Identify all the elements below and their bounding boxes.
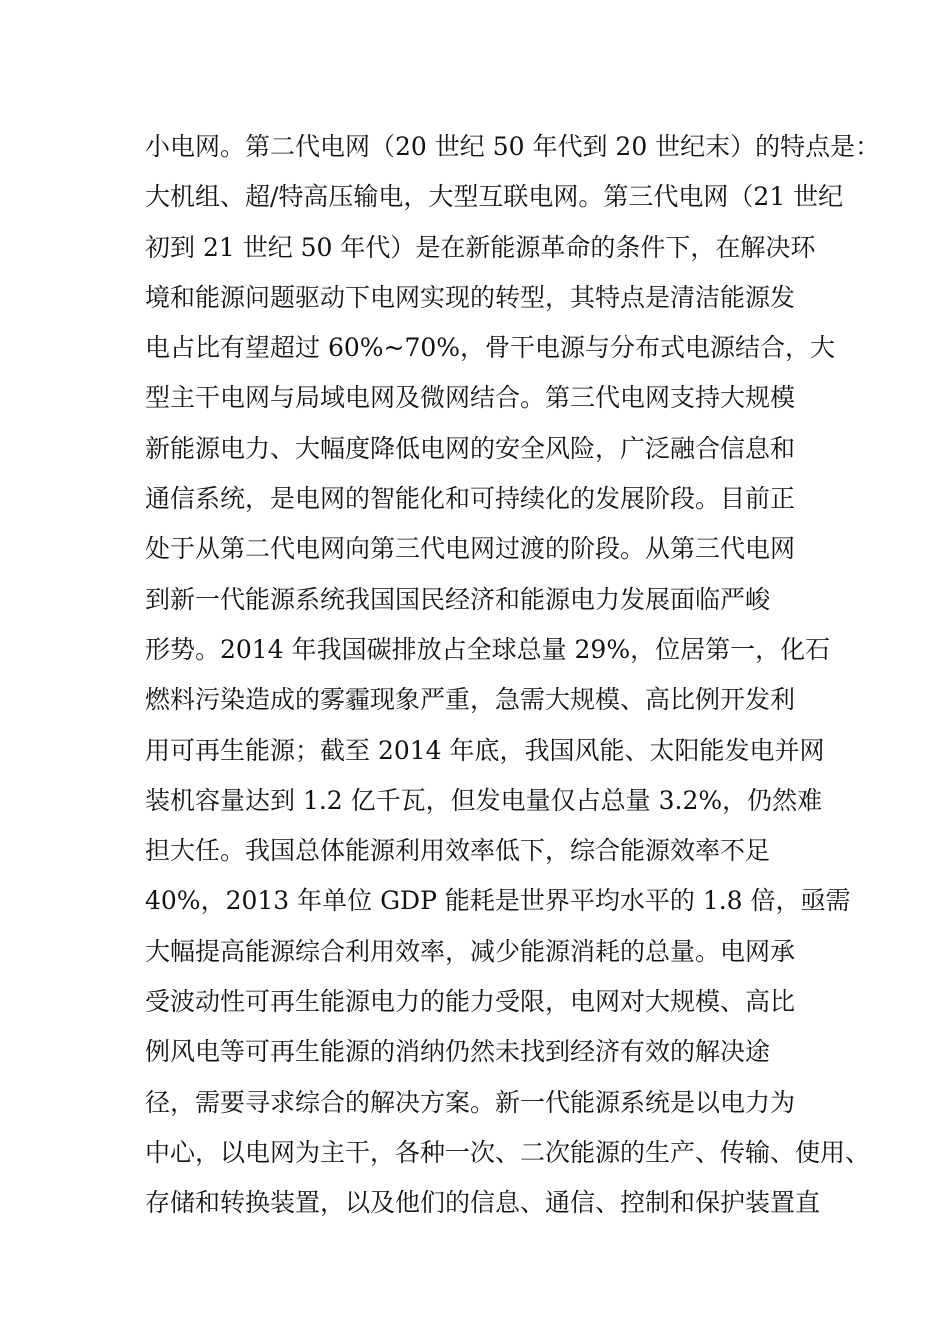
text-line: 大幅提高能源综合利用效率，减少能源消耗的总量。电网承 — [145, 936, 796, 966]
text-line: 大机组、超/特高压输电，大型互联电网。第三代电网（21 世纪 — [145, 182, 844, 212]
text-line: 型主干电网与局域电网及微网结合。第三代电网支持大规模 — [145, 383, 796, 413]
text-line: 小电网。第二代电网（20 世纪 50 年代到 20 世纪末）的特点是： — [145, 132, 881, 161]
text-line: 燃料污染造成的雾霾现象严重，急需大规模、高比例开发利 — [145, 685, 796, 715]
text-line: 初到 21 世纪 50 年代）是在新能源革命的条件下，在解决环 — [145, 232, 816, 262]
text-line: 装机容量达到 1.2 亿千瓦，但发电量仅占总量 3.2%，仍然难 — [145, 785, 823, 815]
body-text — [145, 122, 881, 1229]
text-line: 新能源电力、大幅度降低电网的安全风险，广泛融合信息和 — [145, 433, 796, 463]
text-line: 中心，以电网为主干，各种一次、二次能源的生产、传输、使用、 — [145, 1137, 871, 1167]
text-line: 例风电等可再生能源的消纳仍然未找到经济有效的解决途 — [145, 1037, 771, 1067]
text-line: 处于从第二代电网向第三代电网过渡的阶段。从第三代电网 — [145, 534, 796, 564]
text-line: 用可再生能源；截至 2014 年底，我国风能、太阳能发电并网 — [145, 735, 825, 765]
text-line: 电占比有望超过 60%~70%，骨干电源与分布式电源结合，大 — [145, 333, 836, 363]
text-line: 存储和转换装置，以及他们的信息、通信、控制和保护装置直 — [145, 1188, 821, 1218]
text-line: 径，需要寻求综合的解决方案。新一代能源系统是以电力为 — [145, 1087, 796, 1117]
text-line: 担大任。我国总体能源利用效率低下，综合能源效率不足 — [145, 836, 771, 866]
text-line: 受波动性可再生能源电力的能力受限，电网对大规模、高比 — [145, 987, 796, 1017]
text-line: 到新一代能源系统我国国民经济和能源电力发展面临严峻 — [145, 584, 771, 614]
text-line: 形势。2014 年我国碳排放占全球总量 29%，位居第一，化石 — [145, 634, 831, 664]
text-line: 40%，2013 年单位 GDP 能耗是世界平均水平的 1.8 倍，亟需 — [145, 886, 851, 916]
text-line: 境和能源问题驱动下电网实现的转型，其特点是清洁能源发 — [145, 282, 796, 312]
text-line: 通信系统，是电网的智能化和可持续化的发展阶段。目前正 — [145, 484, 796, 514]
